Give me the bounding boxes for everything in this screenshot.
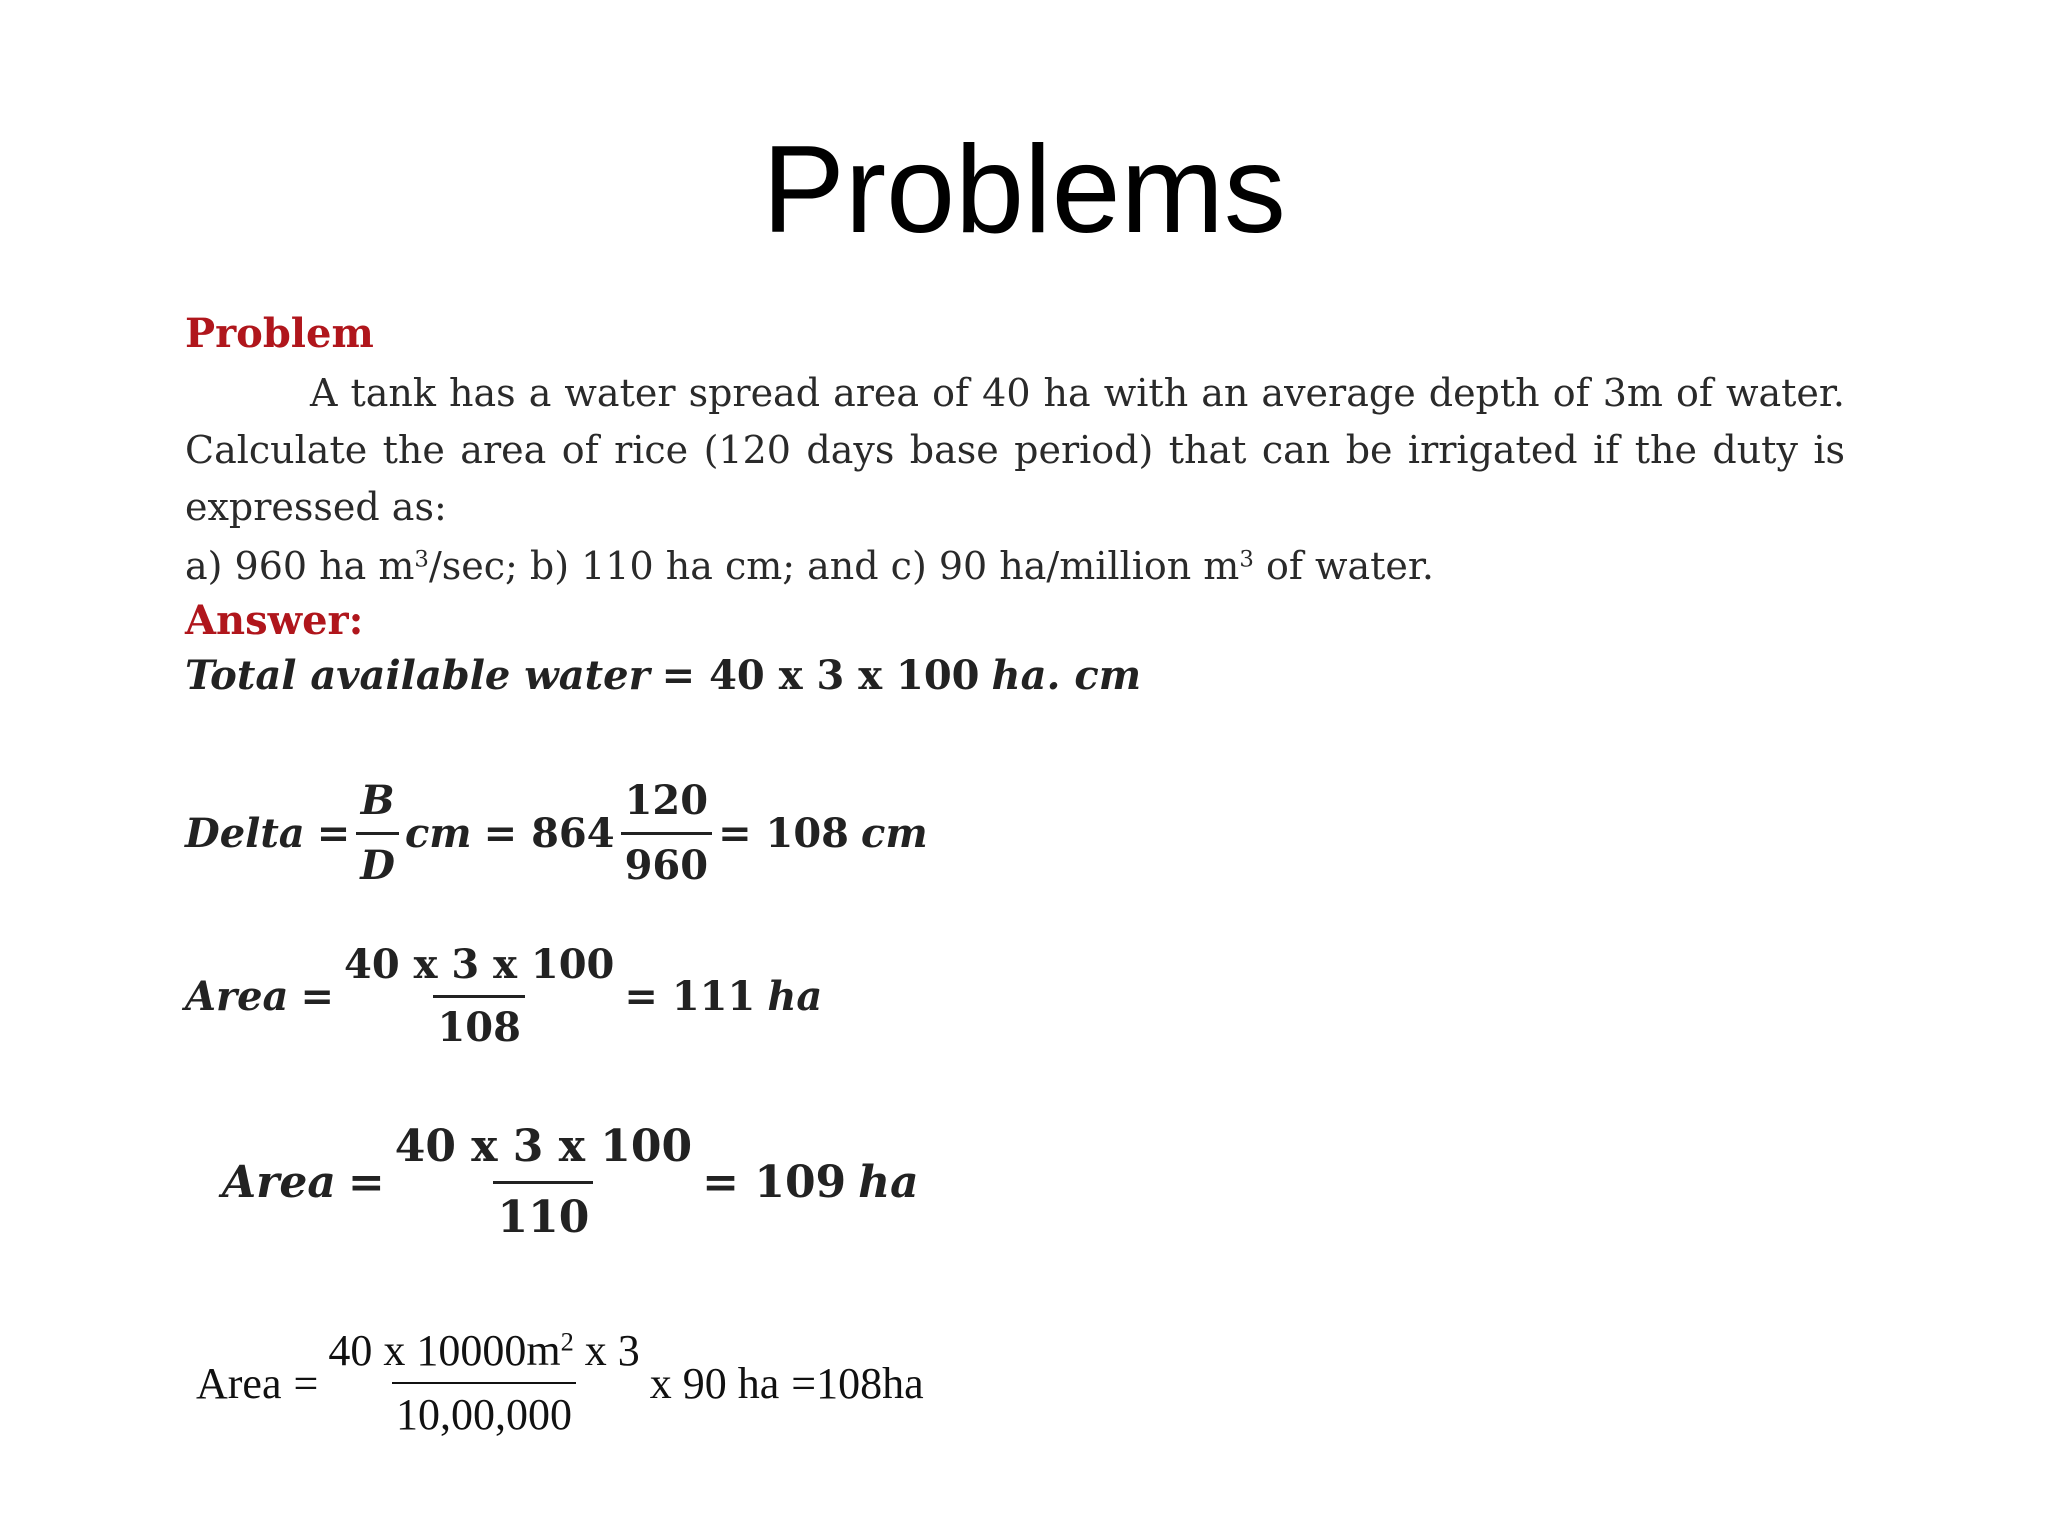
- total-water-equation: [185, 652, 1141, 699]
- delta-lhs: Delta: [185, 810, 305, 857]
- delta-ratio-denominator: D: [356, 832, 399, 897]
- total-water-rhs: = 40 x 3 x 100: [661, 652, 980, 699]
- area-unit: ha: [767, 973, 823, 1020]
- page-title: Problems: [762, 121, 1286, 259]
- area-numerator: [324, 1320, 643, 1382]
- delta-numerator: 120: [624, 777, 709, 824]
- delta-result: = 108: [718, 810, 849, 857]
- area-denominator: 10,00,000: [392, 1382, 576, 1446]
- area-result: = 109: [702, 1157, 847, 1208]
- answer-label: Answer:: [185, 597, 364, 644]
- area-lhs: Area: [185, 973, 289, 1020]
- area-equation-108: [185, 935, 822, 1058]
- area-lhs: Area: [222, 1157, 336, 1208]
- problem-statement: [185, 365, 1845, 536]
- delta-result-unit: cm: [861, 810, 928, 857]
- part-c-superscript: 3: [1239, 546, 1254, 573]
- part-c-suffix: of water.: [1253, 544, 1434, 588]
- area-equals: =: [293, 1358, 319, 1408]
- area-equals: =: [300, 973, 334, 1020]
- area-result: =108ha: [791, 1358, 924, 1408]
- total-water-lhs: Total available water: [185, 652, 650, 699]
- area-numerator: 40 x 3 x 100: [394, 1121, 693, 1172]
- area-equals: =: [347, 1157, 385, 1208]
- area-lhs: Area: [196, 1358, 282, 1408]
- area-fraction: [324, 1320, 643, 1446]
- part-a-prefix: a) 960 ha m: [185, 544, 415, 588]
- area-denominator: 110: [493, 1181, 593, 1252]
- problem-label: Problem: [185, 310, 374, 357]
- delta-ratio-numerator: B: [360, 777, 395, 824]
- area-numerator: 40 x 3 x 100: [344, 941, 615, 988]
- delta-ratio-fraction: [356, 770, 399, 897]
- area-result: = 111: [624, 973, 756, 1020]
- area-fraction: [391, 1113, 696, 1252]
- area-equation-million: [196, 1320, 924, 1446]
- delta-equation: [185, 770, 928, 897]
- delta-equals: =: [316, 810, 351, 857]
- delta-unit-cm: cm: [404, 810, 472, 857]
- area-numerator-part-a: 40 x 10000m: [328, 1326, 561, 1375]
- delta-value-fraction: [621, 770, 713, 897]
- delta-denominator: 960: [621, 832, 713, 897]
- area-denominator: 108: [433, 995, 525, 1058]
- problem-statement-text: A tank has a water spread area of 40 ha with an average depth of 3m of water. Calculate the area of rice (120 days base period) that can be irrigated if the duty is expressed as:: [185, 371, 1845, 529]
- area-unit: ha: [858, 1157, 919, 1208]
- total-water-unit: ha. cm: [991, 652, 1142, 699]
- area-equation-110: [222, 1113, 919, 1252]
- problem-parts: [185, 538, 1434, 595]
- delta-coefficient: = 864: [483, 810, 615, 857]
- area-multiplier: x 90 ha: [649, 1358, 780, 1408]
- part-a-superscript: 3: [414, 546, 429, 573]
- area-numerator-superscript: 2: [560, 1326, 574, 1357]
- part-a-to-c-text: /sec; b) 110 ha cm; and c) 90 ha/million m: [428, 544, 1240, 588]
- area-numerator-part-b: x 3: [573, 1326, 640, 1375]
- area-fraction: [340, 935, 618, 1058]
